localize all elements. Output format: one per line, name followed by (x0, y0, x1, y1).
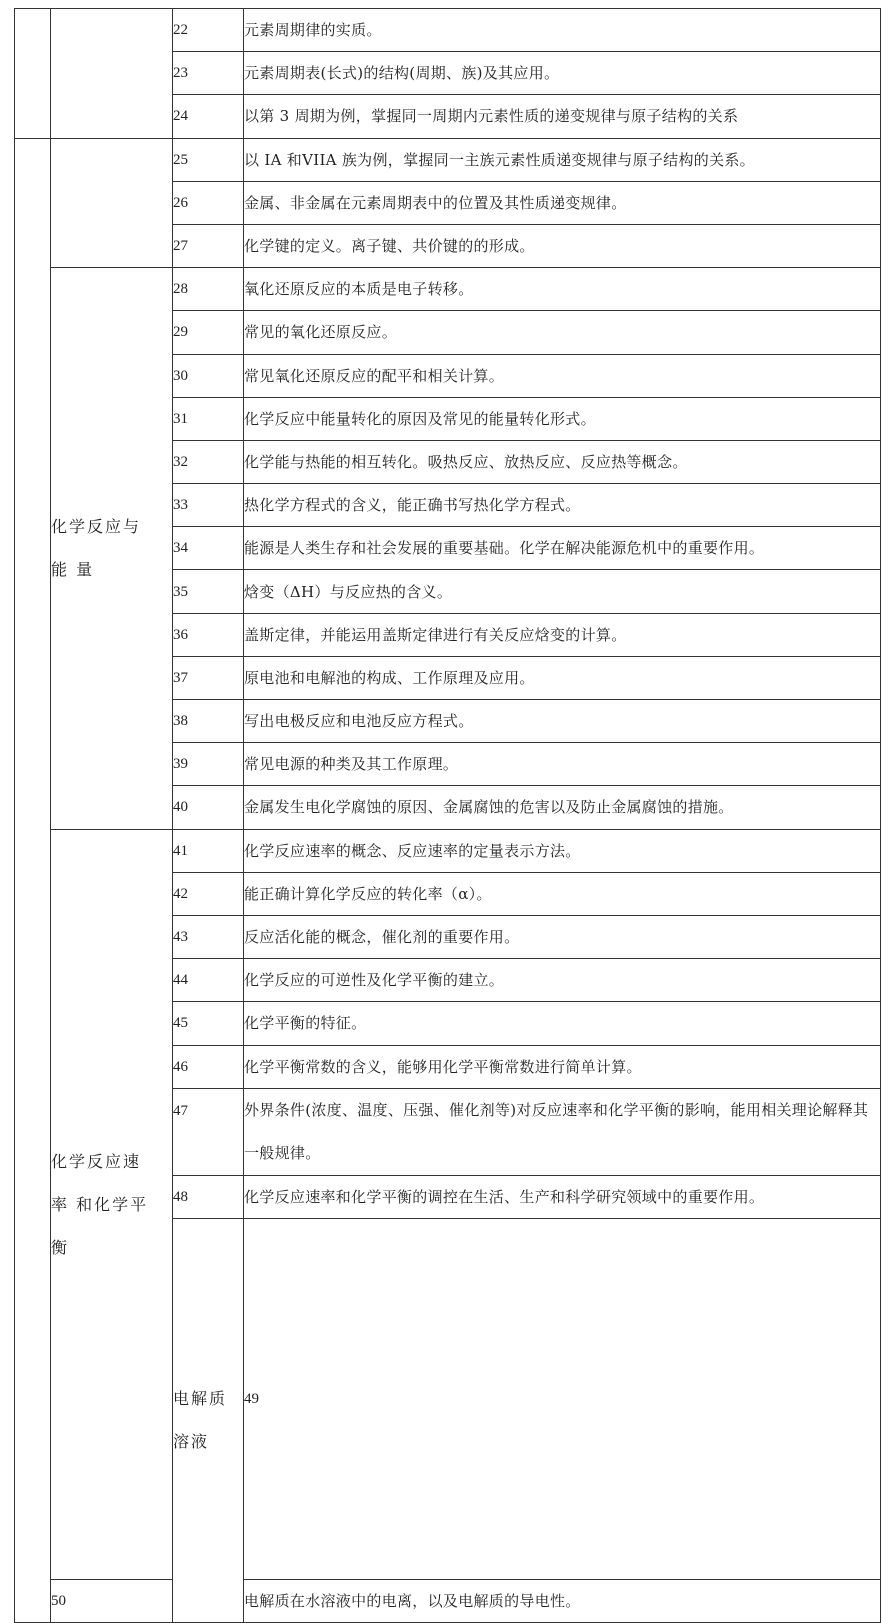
item-content: 能正确计算化学反应的转化率（α）。 (244, 872, 881, 915)
blank-cell (15, 138, 51, 1623)
item-content: 常见电源的种类及其工作原理。 (244, 743, 881, 786)
blank-cell (15, 9, 51, 139)
item-content: 化学反应速率的概念、反应速率的定量表示方法。 (244, 829, 881, 872)
table-row (15, 138, 881, 181)
item-number: 47 (173, 1088, 244, 1175)
blank-cell (51, 9, 173, 139)
category-energy (51, 268, 173, 829)
item-number: 22 (173, 9, 244, 52)
item-number: 37 (173, 656, 244, 699)
item-content: 化学平衡常数的含义，能够用化学平衡常数进行简单计算。 (244, 1045, 881, 1088)
item-number: 41 (173, 829, 244, 872)
category-label: 电解质溶液 (173, 1389, 228, 1452)
syllabus-page (14, 8, 880, 1623)
item-number: 45 (173, 1002, 244, 1045)
item-number: 28 (173, 268, 244, 311)
item-content: 金属发生电化学腐蚀的原因、金属腐蚀的危害以及防止金属腐蚀的措施。 (244, 786, 881, 829)
item-number: 26 (173, 181, 244, 224)
item-number: 30 (173, 354, 244, 397)
category-label: 化学反应与 (51, 517, 142, 537)
item-number: 42 (173, 872, 244, 915)
item-number: 38 (173, 700, 244, 743)
category-label: 化学反应速 (51, 1151, 142, 1171)
item-number: 49 (244, 1218, 881, 1579)
item-number: 40 (173, 786, 244, 829)
item-number: 31 (173, 397, 244, 440)
table-row (15, 268, 881, 311)
item-content: 化学平衡的特征。 (244, 1002, 881, 1045)
table-row (15, 1579, 881, 1622)
item-number: 48 (173, 1175, 244, 1218)
item-content: 原电池和电解池的构成、工作原理及应用。 (244, 656, 881, 699)
item-content: 化学能与热能的相互转化。吸热反应、放热反应、反应热等概念。 (244, 440, 881, 483)
item-number: 46 (173, 1045, 244, 1088)
item-content: 元素周期表(长式)的结构(周期、族)及其应用。 (244, 52, 881, 95)
item-content: 写出电极反应和电池反应方程式。 (244, 700, 881, 743)
item-content: 氧化还原反应的本质是电子转移。 (244, 268, 881, 311)
item-content: 焓变（ΔH）与反应热的含义。 (244, 570, 881, 613)
item-content: 化学反应中能量转化的原因及常见的能量转化形式。 (244, 397, 881, 440)
item-content: 以第 3 周期为例，掌握同一周期内元素性质的递变规律与原子结构的关系 (244, 95, 881, 138)
syllabus-table (14, 8, 881, 1623)
category-label: 衡 (51, 1237, 70, 1257)
item-content: 化学反应速率和化学平衡的调控在生活、生产和科学研究领域中的重要作用。 (244, 1175, 881, 1218)
item-content: 热化学方程式的含义，能正确书写热化学方程式。 (244, 484, 881, 527)
item-number: 23 (173, 52, 244, 95)
item-content: 化学反应的可逆性及化学平衡的建立。 (244, 959, 881, 1002)
item-number: 24 (173, 95, 244, 138)
item-number: 25 (173, 138, 244, 181)
item-number: 43 (173, 915, 244, 958)
item-number: 27 (173, 224, 244, 267)
item-number: 36 (173, 613, 244, 656)
table-row (15, 9, 881, 52)
item-number: 32 (173, 440, 244, 483)
category-label: 率 和化学平 (51, 1194, 149, 1214)
table-row (15, 829, 881, 872)
item-content: 电解质在水溶液中的电离，以及电解质的导电性。 (244, 1579, 881, 1622)
item-content: 化学键的定义。离子键、共价键的的形成。 (244, 224, 881, 267)
item-content: 外界条件(浓度、温度、压强、催化剂等)对反应速率和化学平衡的影响，能用相关理论解释其一般规律。 (244, 1088, 881, 1175)
item-number: 34 (173, 527, 244, 570)
category-label: 能 量 (51, 560, 95, 580)
item-content: 常见的氧化还原反应。 (244, 311, 881, 354)
item-number: 29 (173, 311, 244, 354)
item-content: 元素周期律的实质。 (244, 9, 881, 52)
item-number: 50 (51, 1579, 173, 1622)
item-content: 常见氧化还原反应的配平和相关计算。 (244, 354, 881, 397)
category-electrolyte (173, 1218, 244, 1622)
item-number: 39 (173, 743, 244, 786)
item-number: 35 (173, 570, 244, 613)
item-content: 能源是人类生存和社会发展的重要基础。化学在解决能源危机中的重要作用。 (244, 527, 881, 570)
item-content: 金属、非金属在元素周期表中的位置及其性质递变规律。 (244, 181, 881, 224)
item-content: 盖斯定律，并能运用盖斯定律进行有关反应焓变的计算。 (244, 613, 881, 656)
category-rate-equilibrium (51, 829, 173, 1579)
blank-cell (51, 138, 173, 268)
item-content: 以 IA 和VIIA 族为例，掌握同一主族元素性质递变规律与原子结构的关系。 (244, 138, 881, 181)
item-number: 44 (173, 959, 244, 1002)
item-content: 反应活化能的概念，催化剂的重要作用。 (244, 915, 881, 958)
item-number: 33 (173, 484, 244, 527)
